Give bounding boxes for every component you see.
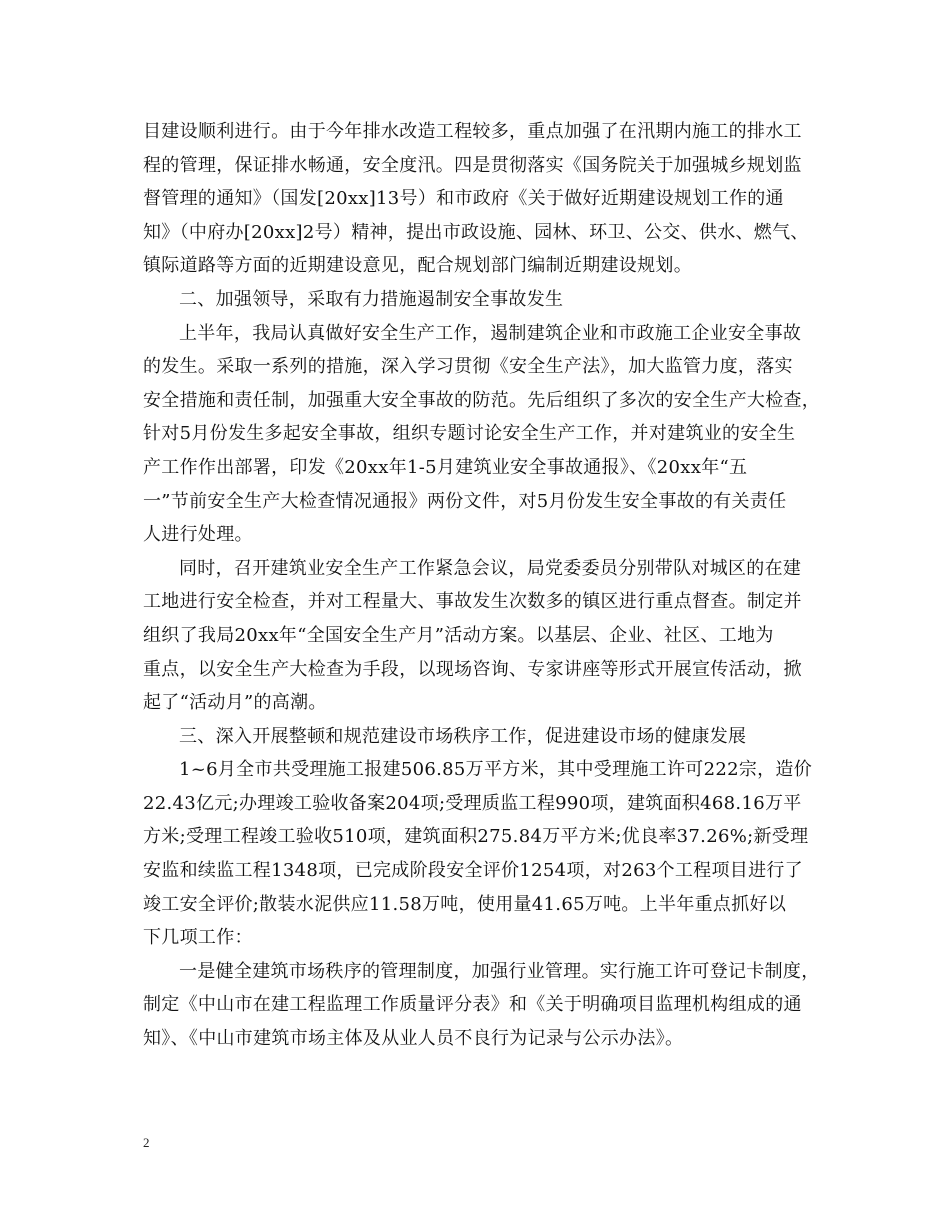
text-line: 工地进行安全检查，并对工程量大、事故发生次数多的镇区进行重点督查。制定并: [143, 591, 802, 613]
text-line: 安全措施和责任制，加强重大安全事故的防范。先后组织了多次的安全生产大检查，: [143, 389, 821, 411]
paragraph-first-line: 1~6月全市共受理施工报建506.85万平方米，其中受理施工许可222宗，造价: [179, 759, 813, 781]
text-line: 竣工安全评价;散装水泥供应11.58万吨，使用量41.65万吨。上半年重点抓好以: [143, 893, 787, 915]
section-heading: 二、加强领导，采取有力措施遏制安全事故发生: [179, 288, 564, 310]
text-line: 知》（中府办[20xx]2号）精神，提出市政设施、园林、环卫、公交、供水、燃气、: [143, 221, 809, 243]
text-line: 针对5月份发生多起安全事故，组织专题讨论安全生产工作，并对建筑业的安全生: [143, 423, 796, 445]
text-line: 起了“活动月”的高潮。: [143, 692, 327, 714]
text-line: 组织了我局20xx年“全国安全生产月”活动方案。以基层、企业、社区、工地为: [143, 624, 774, 646]
paragraph-first-line: 同时，召开建筑业安全生产工作紧急会议，局党委委员分别带队对城区的在建: [179, 557, 802, 579]
section-heading: 三、深入开展整顿和规范建设市场秩序工作，促进建设市场的健康发展: [179, 725, 747, 747]
text-line: 重点，以安全生产大检查为手段，以现场咨询、专家讲座等形式开展宣传活动，掀: [143, 658, 802, 680]
text-line: 22.43亿元;办理竣工验收备案204项;受理质监工程990项，建筑面积468.16万平: [143, 792, 802, 814]
text-line: 程的管理，保证排水畅通，安全度汛。四是贯彻落实《国务院关于加强城乡规划监: [143, 154, 802, 176]
text-line: 镇际道路等方面的近期建设意见，配合规划部门编制近期建设规划。: [143, 255, 692, 277]
text-line: 目建设顺利进行。由于今年排水改造工程较多，重点加强了在汛期内施工的排水工: [143, 121, 802, 142]
text-line: 下几项工作：: [143, 927, 253, 949]
page-number: 2: [143, 1135, 150, 1150]
text-line: 督管理的通知》（国发[20xx]13号）和市政府《关于做好近期建设规划工作的通: [143, 188, 784, 210]
text-line: 人进行处理。: [143, 524, 253, 546]
text-line: 制定《中山市在建工程监理工作质量评分表》和《关于明确项目监理机构组成的通: [143, 994, 802, 1016]
text-line: 安监和续监工程1348项，已完成阶段安全评价1254项，对263个工程项目进行了: [143, 860, 803, 882]
text-line: 产工作作出部署，印发《20xx年1-5月建筑业安全事故通报》、《20xx年“五: [143, 456, 748, 478]
text-line: 方米;受理工程竣工验收510项，建筑面积275.84万平方米;优良率37.26%;新受理: [143, 826, 809, 848]
paragraph-first-line: 一是健全建筑市场秩序的管理制度，加强行业管理。实行施工许可登记卡制度，: [179, 960, 820, 982]
text-line: 的发生。采取一系列的措施，深入学习贯彻《安全生产法》，加大监管力度，落实: [143, 356, 793, 378]
paragraph-first-line: 上半年，我局认真做好安全生产工作，遏制建筑企业和市政施工企业安全事故: [179, 322, 802, 344]
text-line: 一”节前安全生产大检查情况通报》两份文件，对5月份发生安全事故的有关责任: [143, 490, 787, 512]
document-body: [143, 115, 840, 1056]
text-line: 知》、《中山市建筑市场主体及从业人员不良行为记录与公示办法》。: [143, 1028, 684, 1050]
